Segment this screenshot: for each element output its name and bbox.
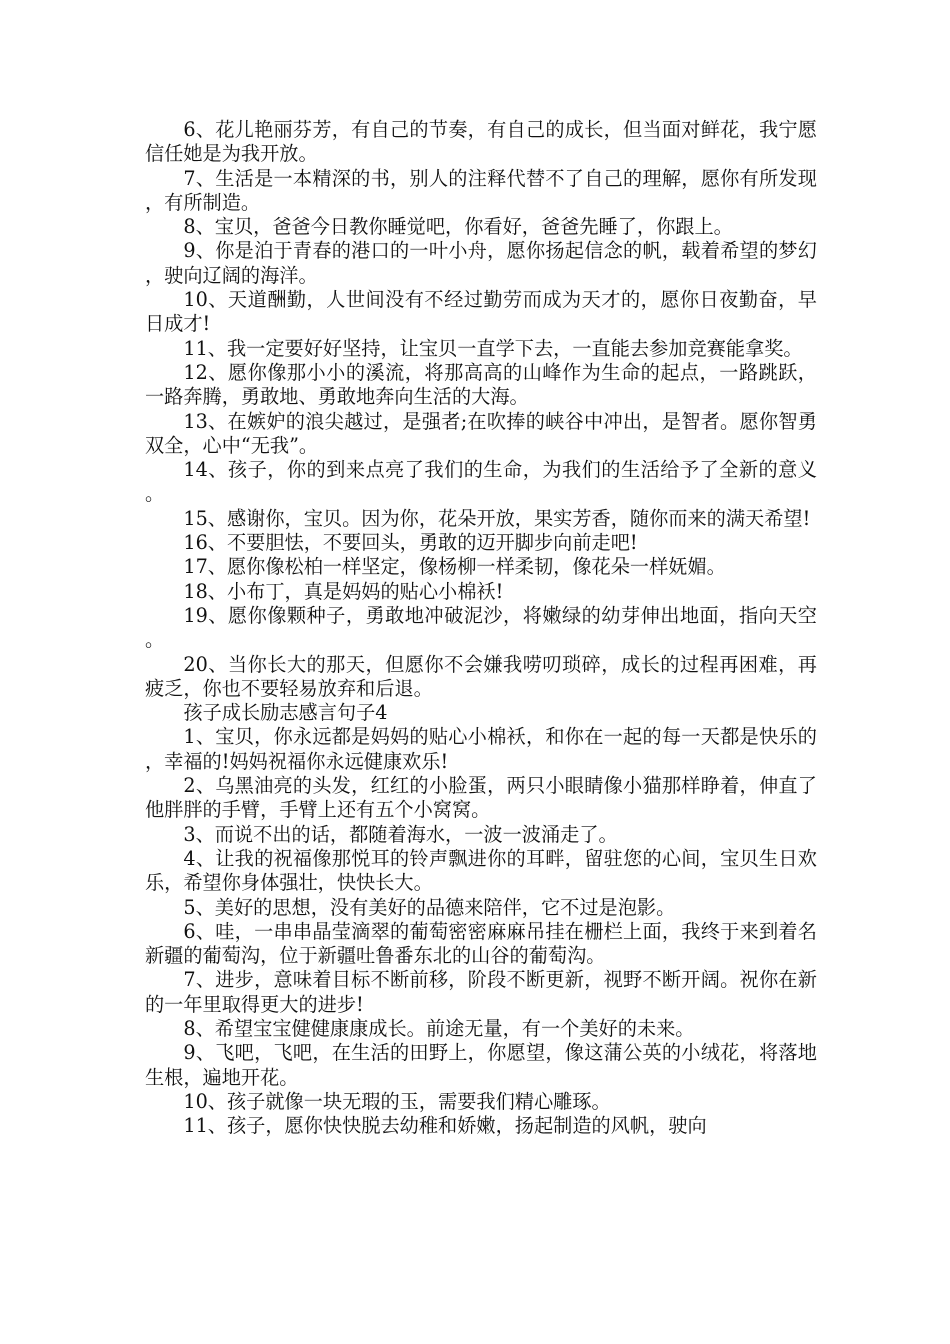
- paragraph: 4、让我的祝福像那悦耳的铃声飘进你的耳畔，留驻您的心间，宝贝生日欢乐，希望你身体强壮，快快长大。: [145, 846, 817, 895]
- paragraph: 19、愿你像颗种子，勇敢地冲破泥沙，将嫩绿的幼芽伸出地面，指向天空。: [145, 603, 817, 652]
- paragraph: 13、在嫉妒的浪尖越过，是强者;在吹捧的峡谷中冲出，是智者。愿你智勇双全，心中“无我”。: [145, 409, 817, 457]
- paragraph: 3、而说不出的话，都随着海水，一波一波涌走了。: [183, 822, 618, 846]
- section-heading: 孩子成长励志感言句子4: [183, 701, 388, 725]
- paragraph: 14、孩子，你的到来点亮了我们的生命，为我们的生活给予了全新的意义。: [145, 458, 817, 506]
- paragraph: 18、小布丁，真是妈妈的贴心小棉袄!: [183, 579, 504, 603]
- paragraph: 9、你是泊于青春的港口的一叶小舟，愿你扬起信念的帆，载着希望的梦幻，驶向辽阔的海洋。: [145, 239, 817, 287]
- paragraph: 8、宝贝，爸爸今日教你睡觉吧，你看好，爸爸先睡了，你跟上。: [183, 215, 733, 239]
- paragraph: 15、感谢你，宝贝。因为你，花朵开放，果实芳香，随你而来的满天希望!: [183, 506, 811, 530]
- paragraph: 7、进步，意味着目标不断前移，阶段不断更新，视野不断开阔。祝你在新的一年里取得更大的进步!: [145, 968, 817, 1016]
- paragraph: 9、飞吧，飞吧，在生活的田野上，你愿望，像这蒲公英的小绒花，将落地生根，遍地开花。: [145, 1041, 817, 1089]
- paragraph: 6、哇，一串串晶莹滴翠的葡萄密密麻麻吊挂在栅栏上面，我终于来到着名新疆的葡萄沟，位于新疆吐鲁番东北的山谷的葡萄沟。: [145, 919, 817, 968]
- paragraph: 5、美好的思想，没有美好的品德来陪伴，它不过是泡影。: [183, 895, 676, 919]
- paragraph: 17、愿你像松柏一样坚定，像杨柳一样柔韧，像花朵一样妩媚。: [183, 555, 726, 579]
- paragraph: 7、生活是一本精深的书，别人的注释代替不了自己的理解，愿你有所发现，有所制造。: [145, 166, 817, 214]
- paragraph: 11、我一定要好好坚持，让宝贝一直学下去，一直能去参加竞赛能拿奖。: [183, 336, 803, 360]
- document-body: [145, 118, 817, 1138]
- paragraph: 16、不要胆怯，不要回头，勇敢的迈开脚步向前走吧!: [183, 531, 638, 555]
- paragraph: 1、宝贝，你永远都是妈妈的贴心小棉袄，和你在一起的每一天都是快乐的，幸福的!妈妈祝福你永远健康欢乐!: [145, 725, 817, 773]
- paragraph: 11、孩子，愿你快快脱去幼稚和娇嫩，扬起制造的风帆，驶向: [183, 1114, 707, 1138]
- paragraph: 2、乌黑油亮的头发，红红的小脸蛋，两只小眼睛像小猫那样睁着，伸直了他胖胖的手臂，手臂上还有五个小窝窝。: [145, 774, 817, 822]
- paragraph: 6、花儿艳丽芬芳，有自己的节奏，有自己的成长，但当面对鲜花，我宁愿信任她是为我开放。: [145, 118, 817, 166]
- paragraph: 8、希望宝宝健健康康成长。前途无量，有一个美好的未来。: [183, 1016, 695, 1040]
- paragraph: 10、天道酬勤，人世间没有不经过勤劳而成为天才的，愿你日夜勤奋，早日成才!: [145, 288, 817, 336]
- paragraph: 20、当你长大的那天，但愿你不会嫌我唠叨琐碎，成长的过程再困难，再疲乏，你也不要轻易放弃和后退。: [145, 652, 817, 700]
- paragraph: 10、孩子就像一块无瑕的玉，需要我们精心雕琢。: [183, 1089, 611, 1113]
- paragraph: 12、愿你像那小小的溪流，将那高高的山峰作为生命的起点，一路跳跃，一路奔腾，勇敢地、勇敢地奔向生活的大海。: [145, 360, 817, 409]
